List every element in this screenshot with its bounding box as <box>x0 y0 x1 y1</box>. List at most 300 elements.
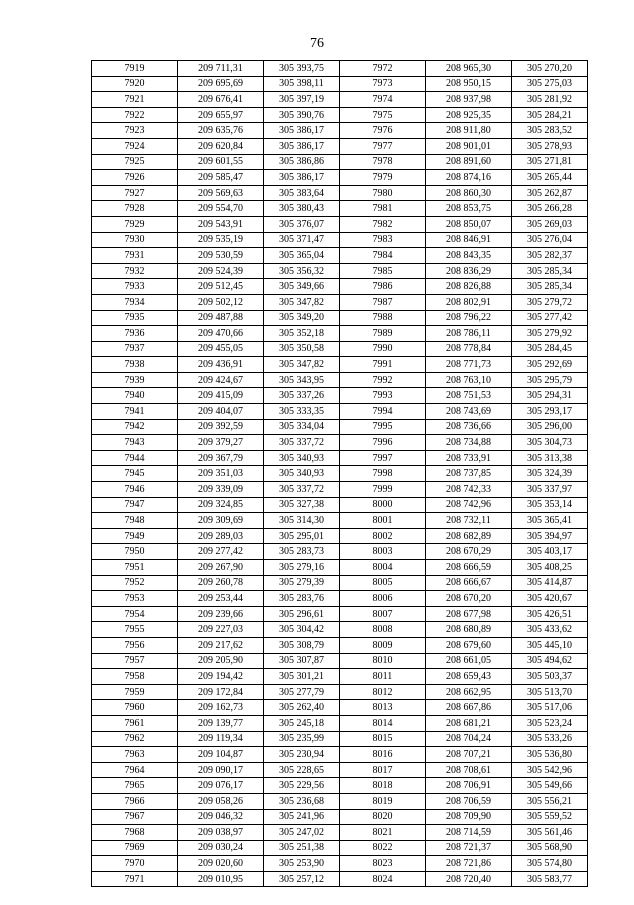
y-coordinate-left: 305 390,76 <box>264 107 340 123</box>
point-number-left: 7925 <box>92 154 178 170</box>
point-number-right: 7996 <box>340 435 426 451</box>
point-number-right: 7987 <box>340 294 426 310</box>
table-row <box>92 294 588 310</box>
x-coordinate-left: 209 162,73 <box>178 700 264 716</box>
y-coordinate-right: 305 294,31 <box>512 388 588 404</box>
table-row <box>92 419 588 435</box>
point-number-right: 8001 <box>340 513 426 529</box>
y-coordinate-left: 305 279,16 <box>264 560 340 576</box>
point-number-right: 7976 <box>340 123 426 139</box>
x-coordinate-left: 209 436,91 <box>178 357 264 373</box>
table-row <box>92 185 588 201</box>
table-row <box>92 435 588 451</box>
y-coordinate-right: 305 295,79 <box>512 372 588 388</box>
y-coordinate-left: 305 337,72 <box>264 435 340 451</box>
x-coordinate-right: 208 937,98 <box>426 92 512 108</box>
x-coordinate-left: 209 324,85 <box>178 497 264 513</box>
y-coordinate-right: 305 283,52 <box>512 123 588 139</box>
point-number-left: 7946 <box>92 482 178 498</box>
point-number-right: 8005 <box>340 575 426 591</box>
x-coordinate-right: 208 721,86 <box>426 856 512 872</box>
table-row <box>92 715 588 731</box>
point-number-right: 8002 <box>340 528 426 544</box>
x-coordinate-right: 208 742,33 <box>426 482 512 498</box>
point-number-left: 7966 <box>92 793 178 809</box>
table-row <box>92 793 588 809</box>
y-coordinate-left: 305 262,40 <box>264 700 340 716</box>
point-number-right: 7986 <box>340 279 426 295</box>
point-number-right: 8011 <box>340 669 426 685</box>
table-row <box>92 762 588 778</box>
point-number-right: 7989 <box>340 326 426 342</box>
x-coordinate-right: 208 680,89 <box>426 622 512 638</box>
point-number-right: 8018 <box>340 778 426 794</box>
point-number-left: 7921 <box>92 92 178 108</box>
y-coordinate-left: 305 308,79 <box>264 637 340 653</box>
x-coordinate-left: 209 530,59 <box>178 248 264 264</box>
y-coordinate-right: 305 426,51 <box>512 606 588 622</box>
x-coordinate-left: 209 620,84 <box>178 138 264 154</box>
x-coordinate-left: 209 260,78 <box>178 575 264 591</box>
y-coordinate-right: 305 420,67 <box>512 591 588 607</box>
point-number-left: 7922 <box>92 107 178 123</box>
point-number-left: 7920 <box>92 76 178 92</box>
point-number-right: 8004 <box>340 560 426 576</box>
y-coordinate-right: 305 517,06 <box>512 700 588 716</box>
y-coordinate-left: 305 228,65 <box>264 762 340 778</box>
x-coordinate-right: 208 891,60 <box>426 154 512 170</box>
x-coordinate-right: 208 836,29 <box>426 263 512 279</box>
y-coordinate-left: 305 380,43 <box>264 201 340 217</box>
point-number-right: 7984 <box>340 248 426 264</box>
table-row <box>92 856 588 872</box>
x-coordinate-right: 208 661,05 <box>426 653 512 669</box>
x-coordinate-right: 208 667,86 <box>426 700 512 716</box>
y-coordinate-left: 305 398,11 <box>264 76 340 92</box>
point-number-right: 8007 <box>340 606 426 622</box>
y-coordinate-left: 305 247,02 <box>264 825 340 841</box>
x-coordinate-right: 208 911,80 <box>426 123 512 139</box>
y-coordinate-left: 305 371,47 <box>264 232 340 248</box>
y-coordinate-left: 305 347,82 <box>264 294 340 310</box>
x-coordinate-right: 208 736,66 <box>426 419 512 435</box>
table-row <box>92 497 588 513</box>
y-coordinate-right: 305 433,62 <box>512 622 588 638</box>
y-coordinate-right: 305 281,92 <box>512 92 588 108</box>
x-coordinate-left: 209 635,76 <box>178 123 264 139</box>
y-coordinate-right: 305 265,44 <box>512 170 588 186</box>
point-number-right: 7980 <box>340 185 426 201</box>
y-coordinate-left: 305 386,17 <box>264 138 340 154</box>
x-coordinate-right: 208 721,37 <box>426 840 512 856</box>
point-number-right: 8021 <box>340 825 426 841</box>
x-coordinate-left: 209 253,44 <box>178 591 264 607</box>
x-coordinate-right: 208 850,07 <box>426 216 512 232</box>
table-row <box>92 622 588 638</box>
x-coordinate-right: 208 706,91 <box>426 778 512 794</box>
y-coordinate-left: 305 253,90 <box>264 856 340 872</box>
point-number-right: 8009 <box>340 637 426 653</box>
point-number-right: 7995 <box>340 419 426 435</box>
y-coordinate-right: 305 313,38 <box>512 450 588 466</box>
y-coordinate-right: 305 279,72 <box>512 294 588 310</box>
y-coordinate-left: 305 386,86 <box>264 154 340 170</box>
y-coordinate-right: 305 296,00 <box>512 419 588 435</box>
x-coordinate-right: 208 771,73 <box>426 357 512 373</box>
y-coordinate-left: 305 279,39 <box>264 575 340 591</box>
y-coordinate-left: 305 251,38 <box>264 840 340 856</box>
point-number-left: 7949 <box>92 528 178 544</box>
x-coordinate-left: 209 010,95 <box>178 871 264 887</box>
point-number-left: 7944 <box>92 450 178 466</box>
x-coordinate-right: 208 708,61 <box>426 762 512 778</box>
x-coordinate-right: 208 706,59 <box>426 793 512 809</box>
y-coordinate-right: 305 282,37 <box>512 248 588 264</box>
page-number: 76 <box>310 36 324 51</box>
point-number-right: 8010 <box>340 653 426 669</box>
point-number-right: 7978 <box>340 154 426 170</box>
x-coordinate-right: 208 802,91 <box>426 294 512 310</box>
y-coordinate-right: 305 583,77 <box>512 871 588 887</box>
y-coordinate-left: 305 393,75 <box>264 61 340 77</box>
x-coordinate-left: 209 046,32 <box>178 809 264 825</box>
point-number-right: 8016 <box>340 747 426 763</box>
point-number-left: 7970 <box>92 856 178 872</box>
table-row <box>92 653 588 669</box>
point-number-left: 7919 <box>92 61 178 77</box>
point-number-left: 7942 <box>92 419 178 435</box>
y-coordinate-right: 305 559,52 <box>512 809 588 825</box>
x-coordinate-left: 209 351,03 <box>178 466 264 482</box>
y-coordinate-right: 305 276,04 <box>512 232 588 248</box>
point-number-left: 7938 <box>92 357 178 373</box>
y-coordinate-left: 305 241,96 <box>264 809 340 825</box>
y-coordinate-right: 305 394,97 <box>512 528 588 544</box>
x-coordinate-left: 209 711,31 <box>178 61 264 77</box>
x-coordinate-left: 209 512,45 <box>178 279 264 295</box>
table-row <box>92 357 588 373</box>
x-coordinate-right: 208 874,16 <box>426 170 512 186</box>
x-coordinate-right: 208 950,15 <box>426 76 512 92</box>
x-coordinate-right: 208 763,10 <box>426 372 512 388</box>
x-coordinate-left: 209 172,84 <box>178 684 264 700</box>
x-coordinate-right: 208 734,88 <box>426 435 512 451</box>
point-number-left: 7950 <box>92 544 178 560</box>
x-coordinate-left: 209 205,90 <box>178 653 264 669</box>
point-number-right: 8022 <box>340 840 426 856</box>
x-coordinate-right: 208 778,84 <box>426 341 512 357</box>
y-coordinate-left: 305 365,04 <box>264 248 340 264</box>
x-coordinate-left: 209 695,69 <box>178 76 264 92</box>
point-number-right: 7974 <box>340 92 426 108</box>
point-number-right: 8023 <box>340 856 426 872</box>
x-coordinate-right: 208 682,89 <box>426 528 512 544</box>
table-row <box>92 731 588 747</box>
point-number-right: 7992 <box>340 372 426 388</box>
x-coordinate-right: 208 704,24 <box>426 731 512 747</box>
y-coordinate-left: 305 235,99 <box>264 731 340 747</box>
y-coordinate-left: 305 352,18 <box>264 326 340 342</box>
y-coordinate-left: 305 257,12 <box>264 871 340 887</box>
y-coordinate-left: 305 397,19 <box>264 92 340 108</box>
y-coordinate-right: 305 271,81 <box>512 154 588 170</box>
point-number-right: 8019 <box>340 793 426 809</box>
y-coordinate-left: 305 337,72 <box>264 482 340 498</box>
x-coordinate-left: 209 424,67 <box>178 372 264 388</box>
point-number-right: 8012 <box>340 684 426 700</box>
table-row <box>92 154 588 170</box>
y-coordinate-left: 305 334,04 <box>264 419 340 435</box>
point-number-left: 7954 <box>92 606 178 622</box>
y-coordinate-right: 305 275,03 <box>512 76 588 92</box>
y-coordinate-left: 305 376,07 <box>264 216 340 232</box>
point-number-left: 7953 <box>92 591 178 607</box>
x-coordinate-left: 209 227,03 <box>178 622 264 638</box>
x-coordinate-left: 209 030,24 <box>178 840 264 856</box>
y-coordinate-left: 305 296,61 <box>264 606 340 622</box>
point-number-left: 7932 <box>92 263 178 279</box>
y-coordinate-right: 305 414,87 <box>512 575 588 591</box>
point-number-left: 7962 <box>92 731 178 747</box>
table-row <box>92 326 588 342</box>
point-number-left: 7940 <box>92 388 178 404</box>
x-coordinate-left: 209 038,97 <box>178 825 264 841</box>
point-number-right: 8014 <box>340 715 426 731</box>
table-row <box>92 466 588 482</box>
y-coordinate-left: 305 383,64 <box>264 185 340 201</box>
x-coordinate-right: 208 670,20 <box>426 591 512 607</box>
y-coordinate-right: 305 304,73 <box>512 435 588 451</box>
point-number-left: 7934 <box>92 294 178 310</box>
point-number-right: 8017 <box>340 762 426 778</box>
y-coordinate-right: 305 292,69 <box>512 357 588 373</box>
point-number-right: 7985 <box>340 263 426 279</box>
point-number-right: 7981 <box>340 201 426 217</box>
x-coordinate-right: 208 666,67 <box>426 575 512 591</box>
y-coordinate-left: 305 245,18 <box>264 715 340 731</box>
x-coordinate-left: 209 194,42 <box>178 669 264 685</box>
x-coordinate-right: 208 662,95 <box>426 684 512 700</box>
point-number-right: 8015 <box>340 731 426 747</box>
table-row <box>92 544 588 560</box>
y-coordinate-right: 305 278,93 <box>512 138 588 154</box>
x-coordinate-right: 208 679,60 <box>426 637 512 653</box>
y-coordinate-left: 305 386,17 <box>264 123 340 139</box>
table-row <box>92 216 588 232</box>
y-coordinate-left: 305 304,42 <box>264 622 340 638</box>
y-coordinate-right: 305 285,34 <box>512 263 588 279</box>
x-coordinate-left: 209 339,09 <box>178 482 264 498</box>
point-number-right: 7972 <box>340 61 426 77</box>
x-coordinate-right: 208 737,85 <box>426 466 512 482</box>
x-coordinate-left: 209 601,55 <box>178 154 264 170</box>
x-coordinate-left: 209 090,17 <box>178 762 264 778</box>
table-row <box>92 279 588 295</box>
y-coordinate-right: 305 365,41 <box>512 513 588 529</box>
x-coordinate-right: 208 796,22 <box>426 310 512 326</box>
x-coordinate-left: 209 058,26 <box>178 793 264 809</box>
table-row <box>92 528 588 544</box>
point-number-right: 8003 <box>340 544 426 560</box>
table-row <box>92 606 588 622</box>
y-coordinate-left: 305 343,95 <box>264 372 340 388</box>
x-coordinate-right: 208 751,53 <box>426 388 512 404</box>
point-number-left: 7939 <box>92 372 178 388</box>
table-row <box>92 840 588 856</box>
x-coordinate-left: 209 502,12 <box>178 294 264 310</box>
y-coordinate-left: 305 283,73 <box>264 544 340 560</box>
x-coordinate-left: 209 379,27 <box>178 435 264 451</box>
y-coordinate-right: 305 408,25 <box>512 560 588 576</box>
table-row <box>92 591 588 607</box>
y-coordinate-right: 305 279,92 <box>512 326 588 342</box>
y-coordinate-right: 305 403,17 <box>512 544 588 560</box>
x-coordinate-right: 208 732,11 <box>426 513 512 529</box>
y-coordinate-right: 305 568,90 <box>512 840 588 856</box>
table-row <box>92 341 588 357</box>
x-coordinate-left: 209 543,91 <box>178 216 264 232</box>
y-coordinate-left: 305 314,30 <box>264 513 340 529</box>
x-coordinate-right: 208 677,98 <box>426 606 512 622</box>
y-coordinate-left: 305 333,35 <box>264 404 340 420</box>
x-coordinate-right: 208 846,91 <box>426 232 512 248</box>
point-number-left: 7964 <box>92 762 178 778</box>
y-coordinate-left: 305 337,26 <box>264 388 340 404</box>
point-number-left: 7929 <box>92 216 178 232</box>
y-coordinate-right: 305 353,14 <box>512 497 588 513</box>
point-number-left: 7951 <box>92 560 178 576</box>
point-number-left: 7958 <box>92 669 178 685</box>
table-row <box>92 700 588 716</box>
point-number-left: 7933 <box>92 279 178 295</box>
x-coordinate-left: 209 367,79 <box>178 450 264 466</box>
y-coordinate-right: 305 503,37 <box>512 669 588 685</box>
table-row <box>92 138 588 154</box>
y-coordinate-left: 305 301,21 <box>264 669 340 685</box>
y-coordinate-right: 305 277,42 <box>512 310 588 326</box>
point-number-left: 7961 <box>92 715 178 731</box>
point-number-left: 7957 <box>92 653 178 669</box>
table-row <box>92 871 588 887</box>
point-number-left: 7959 <box>92 684 178 700</box>
x-coordinate-left: 209 535,19 <box>178 232 264 248</box>
table-row <box>92 560 588 576</box>
point-number-right: 7993 <box>340 388 426 404</box>
x-coordinate-right: 208 925,35 <box>426 107 512 123</box>
x-coordinate-left: 209 267,90 <box>178 560 264 576</box>
x-coordinate-right: 208 965,30 <box>426 61 512 77</box>
x-coordinate-left: 209 392,59 <box>178 419 264 435</box>
point-number-right: 7988 <box>340 310 426 326</box>
point-number-right: 8020 <box>340 809 426 825</box>
table-row <box>92 201 588 217</box>
point-number-left: 7971 <box>92 871 178 887</box>
y-coordinate-right: 305 270,20 <box>512 61 588 77</box>
y-coordinate-right: 305 533,26 <box>512 731 588 747</box>
point-number-right: 8000 <box>340 497 426 513</box>
point-number-right: 7990 <box>340 341 426 357</box>
point-number-right: 7998 <box>340 466 426 482</box>
point-number-right: 7983 <box>340 232 426 248</box>
x-coordinate-left: 209 139,77 <box>178 715 264 731</box>
y-coordinate-right: 305 494,62 <box>512 653 588 669</box>
point-number-right: 8008 <box>340 622 426 638</box>
x-coordinate-left: 209 119,34 <box>178 731 264 747</box>
y-coordinate-right: 305 337,97 <box>512 482 588 498</box>
y-coordinate-left: 305 347,82 <box>264 357 340 373</box>
coordinates-table-body <box>92 61 588 887</box>
x-coordinate-left: 209 415,09 <box>178 388 264 404</box>
point-number-right: 7977 <box>340 138 426 154</box>
x-coordinate-right: 208 901,01 <box>426 138 512 154</box>
point-number-left: 7947 <box>92 497 178 513</box>
x-coordinate-left: 209 289,03 <box>178 528 264 544</box>
point-number-right: 7991 <box>340 357 426 373</box>
y-coordinate-right: 305 536,80 <box>512 747 588 763</box>
table-row <box>92 669 588 685</box>
point-number-left: 7945 <box>92 466 178 482</box>
x-coordinate-left: 209 020,60 <box>178 856 264 872</box>
x-coordinate-left: 209 487,88 <box>178 310 264 326</box>
point-number-right: 8006 <box>340 591 426 607</box>
y-coordinate-right: 305 561,46 <box>512 825 588 841</box>
point-number-right: 7975 <box>340 107 426 123</box>
y-coordinate-right: 305 445,10 <box>512 637 588 653</box>
table-row <box>92 123 588 139</box>
point-number-right: 7999 <box>340 482 426 498</box>
table-row <box>92 482 588 498</box>
table-row <box>92 450 588 466</box>
point-number-left: 7967 <box>92 809 178 825</box>
y-coordinate-left: 305 236,68 <box>264 793 340 809</box>
point-number-right: 7982 <box>340 216 426 232</box>
x-coordinate-left: 209 239,66 <box>178 606 264 622</box>
y-coordinate-left: 305 340,93 <box>264 450 340 466</box>
table-row <box>92 513 588 529</box>
y-coordinate-right: 305 523,24 <box>512 715 588 731</box>
table-row <box>92 684 588 700</box>
table-row <box>92 107 588 123</box>
table-row <box>92 747 588 763</box>
y-coordinate-right: 305 284,45 <box>512 341 588 357</box>
x-coordinate-left: 209 104,87 <box>178 747 264 763</box>
x-coordinate-right: 208 714,59 <box>426 825 512 841</box>
point-number-left: 7927 <box>92 185 178 201</box>
x-coordinate-right: 208 733,91 <box>426 450 512 466</box>
y-coordinate-right: 305 574,80 <box>512 856 588 872</box>
x-coordinate-left: 209 309,69 <box>178 513 264 529</box>
x-coordinate-right: 208 742,96 <box>426 497 512 513</box>
table-row <box>92 263 588 279</box>
y-coordinate-left: 305 230,94 <box>264 747 340 763</box>
y-coordinate-left: 305 327,38 <box>264 497 340 513</box>
x-coordinate-left: 209 585,47 <box>178 170 264 186</box>
point-number-right: 7973 <box>340 76 426 92</box>
point-number-left: 7963 <box>92 747 178 763</box>
x-coordinate-right: 208 786,11 <box>426 326 512 342</box>
x-coordinate-right: 208 681,21 <box>426 715 512 731</box>
x-coordinate-left: 209 676,41 <box>178 92 264 108</box>
point-number-left: 7935 <box>92 310 178 326</box>
table-row <box>92 637 588 653</box>
y-coordinate-right: 305 549,66 <box>512 778 588 794</box>
table-row <box>92 232 588 248</box>
x-coordinate-left: 209 524,39 <box>178 263 264 279</box>
x-coordinate-right: 208 720,40 <box>426 871 512 887</box>
x-coordinate-left: 209 076,17 <box>178 778 264 794</box>
point-number-left: 7948 <box>92 513 178 529</box>
y-coordinate-left: 305 283,76 <box>264 591 340 607</box>
